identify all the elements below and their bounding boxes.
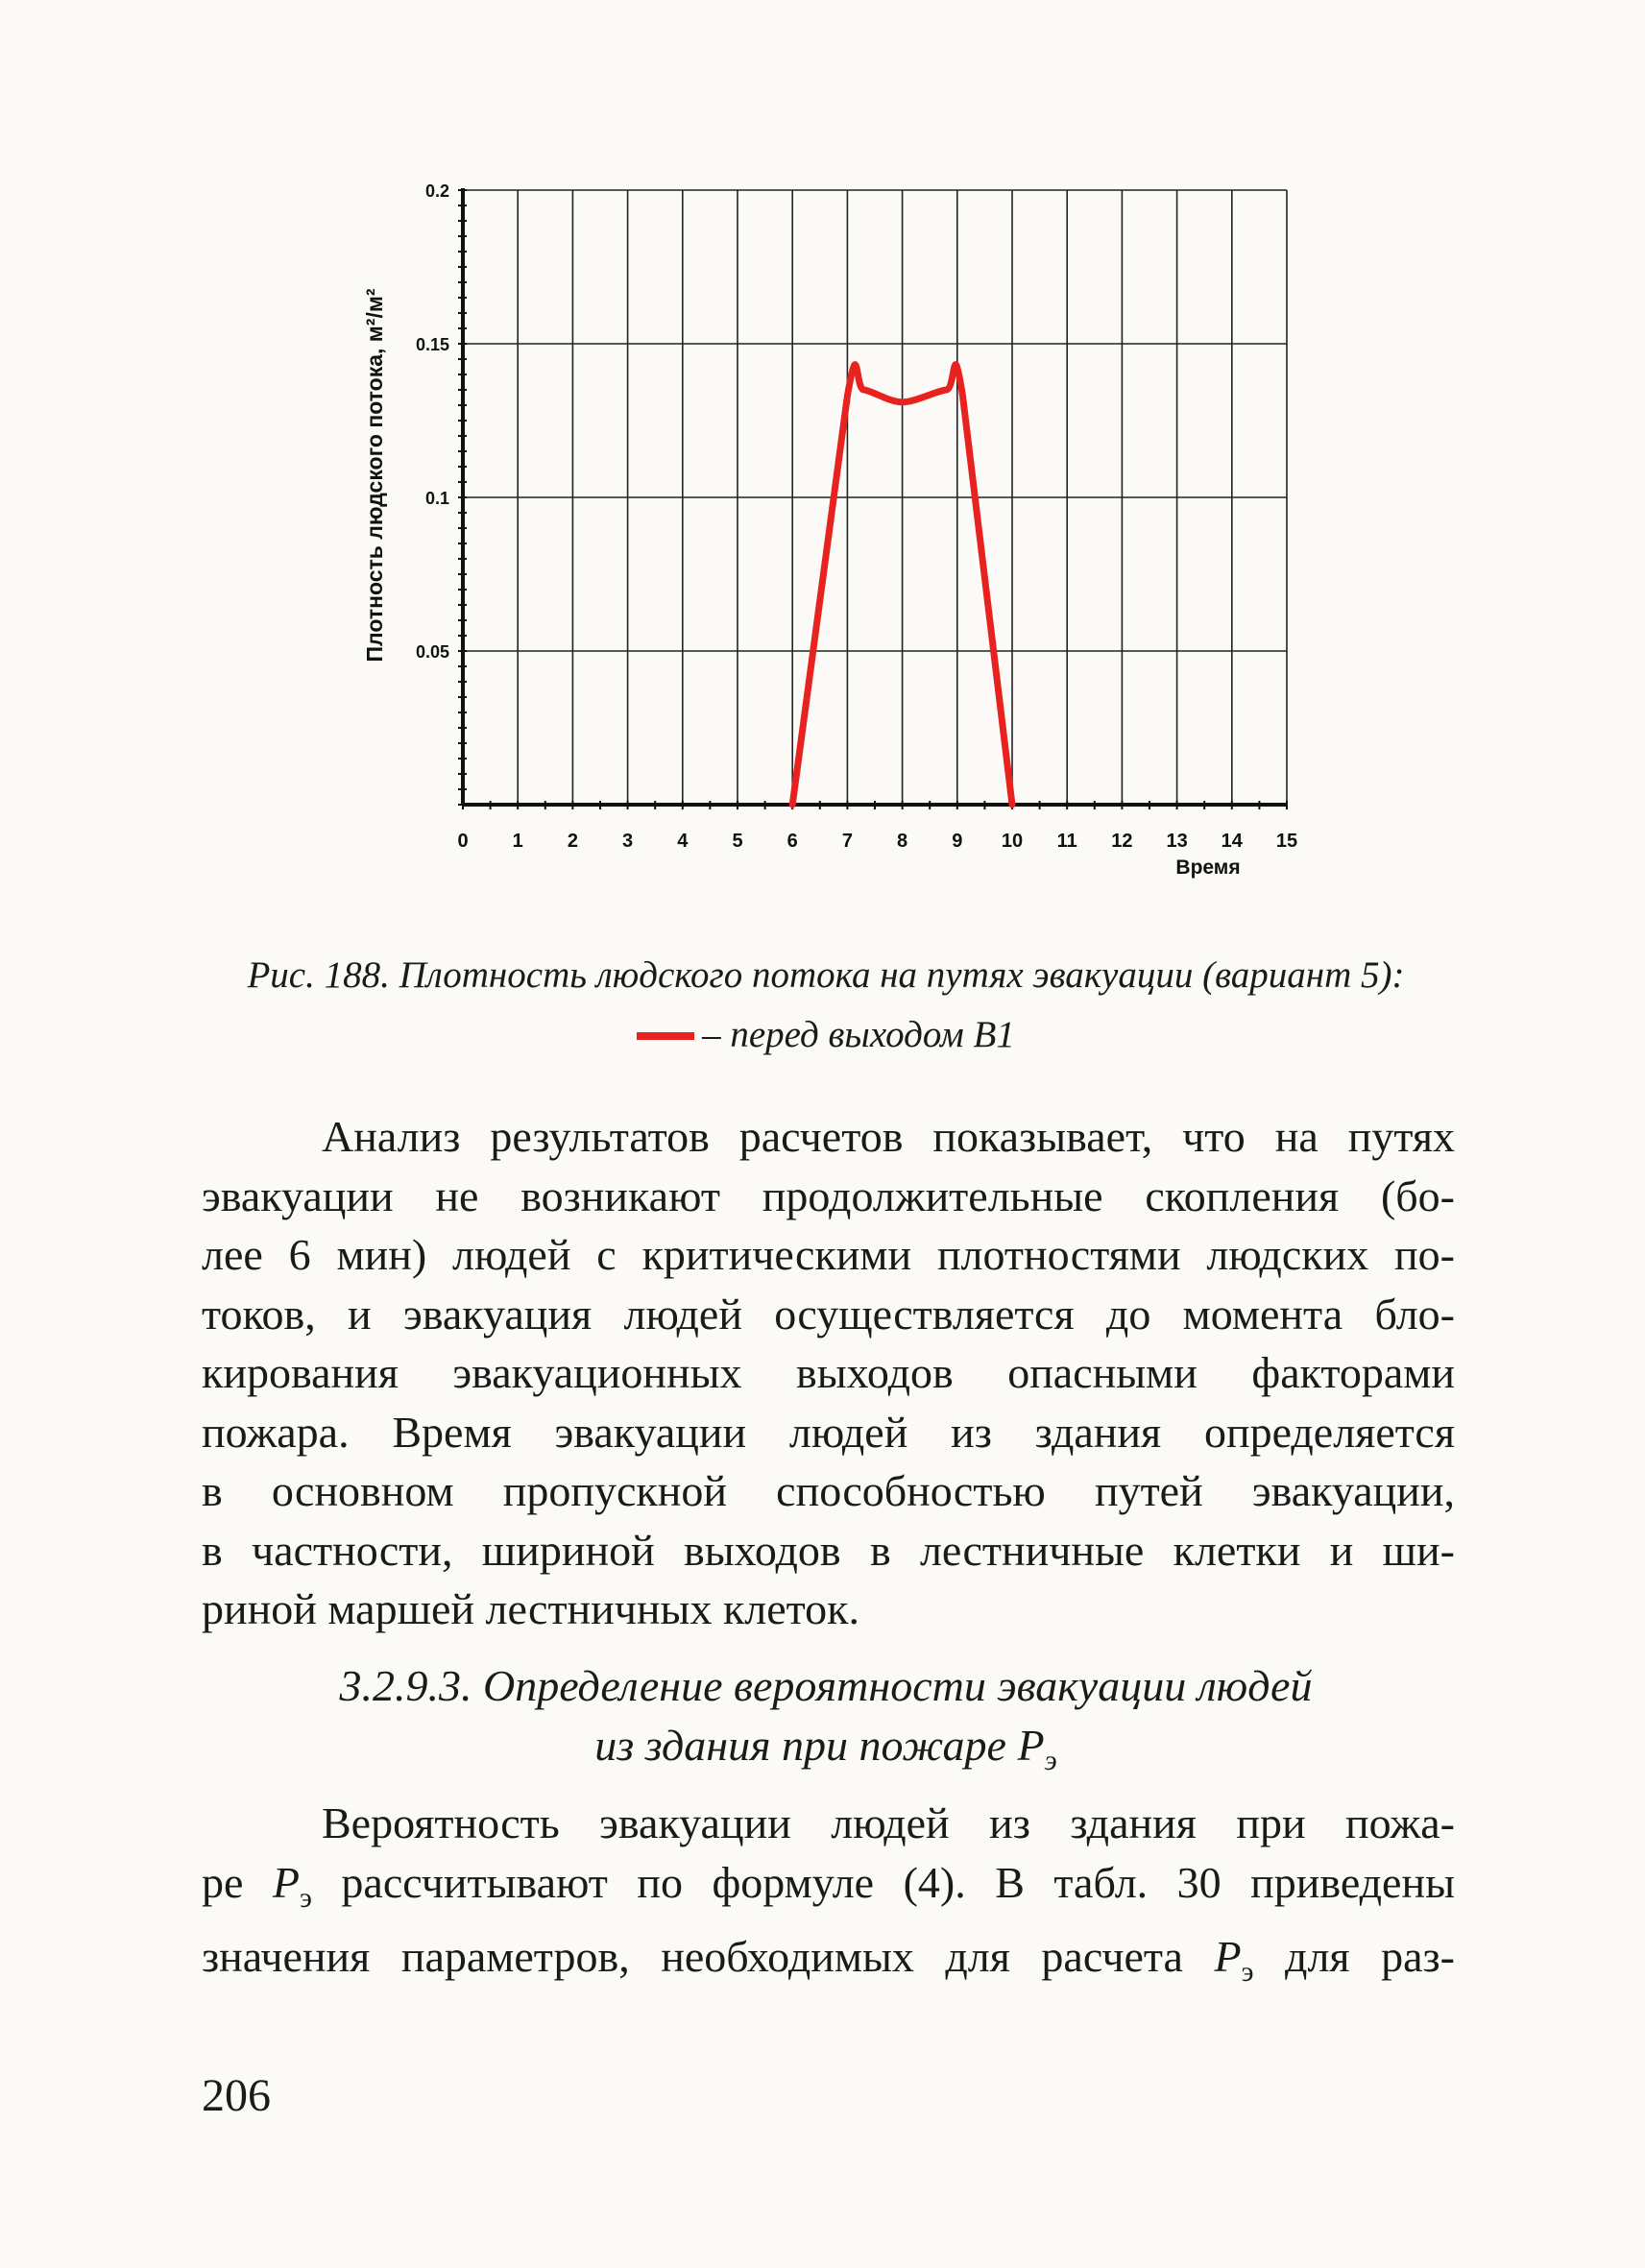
y-tick-label: 0.1: [424, 489, 449, 508]
x-tick-label: 1: [512, 831, 523, 852]
x-tick-label: 8: [897, 831, 908, 852]
text-fragment: рассчитывают по формуле (4). В табл. 30 приведены: [311, 1857, 1456, 1907]
section-heading: [154, 1656, 1498, 1791]
text-line: риной маршей лестничных клеток.: [202, 1584, 860, 1633]
caption-legend: [154, 1005, 1498, 1065]
y-tick-labels: [416, 181, 449, 662]
figure-caption: [154, 946, 1498, 1065]
symbol-subscript: э: [1241, 1956, 1254, 1989]
symbol-subscript: э: [1044, 1745, 1057, 1777]
heading-line-2: [154, 1716, 1498, 1791]
x-tick-label: 15: [1275, 831, 1298, 852]
x-tick-label: 14: [1221, 831, 1243, 852]
density-chart: [0, 0, 1645, 922]
caption-title: Рис. 188. Плотность людского потока на путях эвакуации (вариант 5):: [247, 954, 1405, 996]
text-line: эвакуации не возникают продолжительные скопления (бо-: [202, 1170, 1455, 1220]
text-line: в основном пропускной способностью путей эвакуации,: [202, 1466, 1455, 1515]
text-line: токов, и эвакуация людей осуществляется до момента бло-: [202, 1289, 1455, 1339]
y-tick-label: 0.15: [415, 335, 449, 354]
text-line: Анализ результатов расчетов показывает, что на путях: [322, 1112, 1455, 1161]
page-number: 206: [202, 2070, 271, 2121]
x-tick-label: 11: [1056, 831, 1077, 852]
text-line: лее 6 мин) людей с критическими плотностями людских по-: [202, 1230, 1455, 1279]
chart-grid: [463, 190, 1287, 805]
chart-axes: [458, 188, 1287, 809]
x-tick-labels: [457, 831, 1297, 852]
analysis-paragraph: [202, 1107, 1455, 1639]
x-tick-label: 3: [622, 831, 634, 852]
x-tick-label: 5: [732, 831, 743, 852]
text-fragment: значения параметров, необходимых для расчета: [202, 1932, 1215, 1982]
x-tick-label: 12: [1111, 831, 1133, 852]
text-fragment: ре: [202, 1857, 273, 1907]
symbol-p: P: [1214, 1932, 1242, 1982]
heading-text: из здания при пожаре: [594, 1721, 1018, 1770]
symbol-subscript: э: [300, 1881, 312, 1914]
heading-line-1: 3.2.9.3. Определение вероятности эвакуации людей: [339, 1661, 1313, 1710]
text-line: Вероятность эвакуации людей из здания при пожа-: [322, 1798, 1455, 1847]
text-line: кирования эвакуационных выходов опасными факторами: [202, 1348, 1455, 1397]
symbol-p: P: [272, 1857, 301, 1907]
y-tick-label: 0.05: [415, 642, 449, 662]
x-tick-label: 6: [786, 831, 798, 852]
x-tick-label: 10: [1001, 831, 1024, 852]
legend-swatch: [637, 1032, 694, 1040]
x-tick-label: 0: [457, 831, 469, 852]
text-line: [202, 1853, 1455, 1928]
y-tick-label: 0.2: [424, 181, 449, 201]
x-tick-label: 9: [952, 831, 963, 852]
probability-paragraph: [202, 1794, 1455, 2002]
y-axis-label: Плотность людского потока, м²/м²: [362, 288, 387, 663]
text-line: [202, 1927, 1455, 2002]
x-tick-label: 4: [677, 831, 689, 852]
x-tick-label: 2: [567, 831, 578, 852]
text-line: пожара. Время эвакуации людей из здания определяется: [202, 1407, 1455, 1457]
text-line: в частности, шириной выходов в лестничные клетки и ши-: [202, 1525, 1455, 1575]
x-axis-label: Время: [1175, 857, 1241, 879]
text-fragment: для раз-: [1253, 1932, 1455, 1982]
symbol-p: P: [1017, 1721, 1045, 1770]
legend-label: – перед выходом В1: [702, 1014, 1015, 1055]
x-tick-label: 13: [1166, 831, 1188, 852]
x-tick-label: 7: [841, 831, 853, 852]
